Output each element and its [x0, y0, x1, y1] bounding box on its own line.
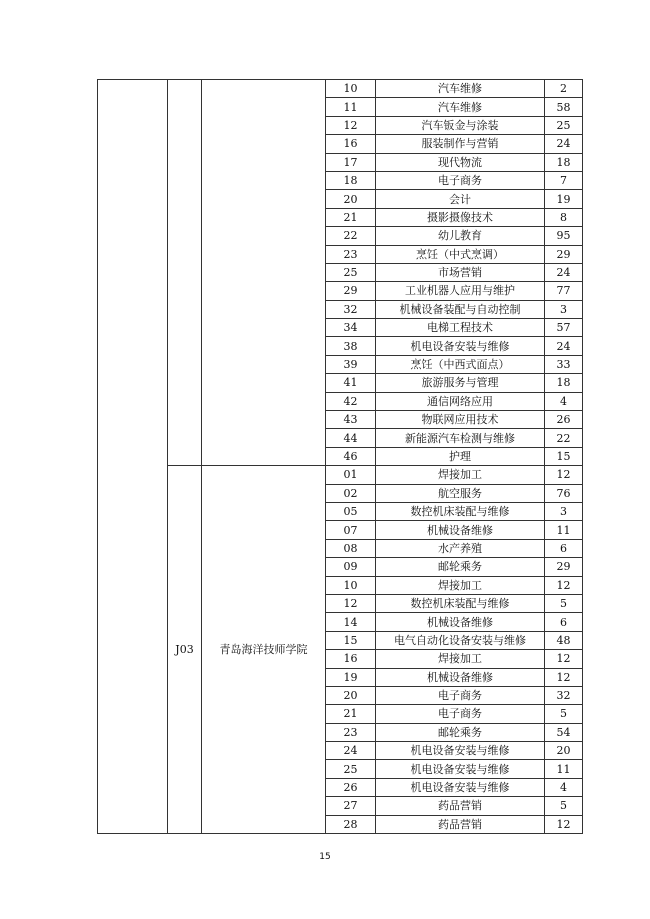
- program-code-cell: 42: [326, 392, 376, 410]
- program-code-cell: 26: [326, 778, 376, 796]
- major-name-cell: 汽车维修: [376, 98, 545, 116]
- major-name-cell: 幼儿教育: [376, 227, 545, 245]
- enrollment-count-cell: 48: [545, 631, 583, 649]
- table-row: [98, 80, 583, 98]
- major-name-cell: 会计: [376, 190, 545, 208]
- enrollment-count-cell: 32: [545, 686, 583, 704]
- program-code-cell: 23: [326, 723, 376, 741]
- group-cell: [98, 80, 168, 834]
- major-name-cell: 新能源汽车检测与维修: [376, 429, 545, 447]
- major-name-cell: 电子商务: [376, 686, 545, 704]
- enrollment-count-cell: 15: [545, 447, 583, 465]
- enrollment-count-cell: 29: [545, 245, 583, 263]
- enrollment-count-cell: 33: [545, 355, 583, 373]
- major-name-cell: 电梯工程技术: [376, 319, 545, 337]
- program-code-cell: 34: [326, 319, 376, 337]
- major-name-cell: 烹饪（中式烹调）: [376, 245, 545, 263]
- enrollment-count-cell: 12: [545, 668, 583, 686]
- major-name-cell: 水产养殖: [376, 539, 545, 557]
- program-code-cell: 05: [326, 502, 376, 520]
- enrollment-count-cell: 12: [545, 815, 583, 833]
- major-name-cell: 汽车维修: [376, 80, 545, 98]
- enrollment-count-cell: 24: [545, 263, 583, 281]
- program-code-cell: 10: [326, 576, 376, 594]
- program-code-cell: 18: [326, 171, 376, 189]
- program-code-cell: 10: [326, 80, 376, 98]
- major-name-cell: 汽车钣金与涂装: [376, 116, 545, 134]
- major-name-cell: 工业机器人应用与维护: [376, 282, 545, 300]
- enrollment-table: [97, 79, 583, 834]
- enrollment-count-cell: 4: [545, 778, 583, 796]
- major-name-cell: 邮轮乘务: [376, 723, 545, 741]
- enrollment-count-cell: 4: [545, 392, 583, 410]
- program-code-cell: 29: [326, 282, 376, 300]
- program-code-cell: 16: [326, 650, 376, 668]
- program-code-cell: 02: [326, 484, 376, 502]
- enrollment-count-cell: 11: [545, 521, 583, 539]
- program-code-cell: 07: [326, 521, 376, 539]
- enrollment-count-cell: 20: [545, 742, 583, 760]
- major-name-cell: 现代物流: [376, 153, 545, 171]
- enrollment-count-cell: 5: [545, 797, 583, 815]
- major-name-cell: 邮轮乘务: [376, 558, 545, 576]
- enrollment-count-cell: 26: [545, 411, 583, 429]
- enrollment-count-cell: 19: [545, 190, 583, 208]
- enrollment-count-cell: 18: [545, 153, 583, 171]
- major-name-cell: 物联网应用技术: [376, 411, 545, 429]
- major-name-cell: 焊接加工: [376, 650, 545, 668]
- enrollment-count-cell: 2: [545, 80, 583, 98]
- enrollment-count-cell: 76: [545, 484, 583, 502]
- program-code-cell: 25: [326, 760, 376, 778]
- program-code-cell: 19: [326, 668, 376, 686]
- major-name-cell: 机电设备安装与维修: [376, 742, 545, 760]
- enrollment-count-cell: 77: [545, 282, 583, 300]
- program-code-cell: 14: [326, 613, 376, 631]
- major-name-cell: 电子商务: [376, 171, 545, 189]
- enrollment-count-cell: 8: [545, 208, 583, 226]
- enrollment-count-cell: 7: [545, 171, 583, 189]
- program-code-cell: 39: [326, 355, 376, 373]
- major-name-cell: 航空服务: [376, 484, 545, 502]
- program-code-cell: 08: [326, 539, 376, 557]
- program-code-cell: 24: [326, 742, 376, 760]
- enrollment-count-cell: 29: [545, 558, 583, 576]
- school-code-cell: J03: [168, 466, 202, 834]
- major-name-cell: 旅游服务与管理: [376, 374, 545, 392]
- major-name-cell: 数控机床装配与维修: [376, 594, 545, 612]
- enrollment-count-cell: 6: [545, 539, 583, 557]
- major-name-cell: 药品营销: [376, 815, 545, 833]
- major-name-cell: 焊接加工: [376, 576, 545, 594]
- program-code-cell: 12: [326, 116, 376, 134]
- enrollment-count-cell: 12: [545, 576, 583, 594]
- enrollment-count-cell: 24: [545, 337, 583, 355]
- major-name-cell: 机械设备维修: [376, 668, 545, 686]
- program-code-cell: 17: [326, 153, 376, 171]
- major-name-cell: 通信网络应用: [376, 392, 545, 410]
- program-code-cell: 20: [326, 190, 376, 208]
- page-number: 15: [319, 852, 331, 862]
- enrollment-count-cell: 24: [545, 135, 583, 153]
- enrollment-count-cell: 22: [545, 429, 583, 447]
- program-code-cell: 15: [326, 631, 376, 649]
- enrollment-count-cell: 5: [545, 594, 583, 612]
- program-code-cell: 21: [326, 705, 376, 723]
- major-name-cell: 机械设备维修: [376, 613, 545, 631]
- program-code-cell: 41: [326, 374, 376, 392]
- program-code-cell: 20: [326, 686, 376, 704]
- enrollment-count-cell: 6: [545, 613, 583, 631]
- program-code-cell: 12: [326, 594, 376, 612]
- program-code-cell: 22: [326, 227, 376, 245]
- program-code-cell: 16: [326, 135, 376, 153]
- program-code-cell: 25: [326, 263, 376, 281]
- enrollment-count-cell: 5: [545, 705, 583, 723]
- school-name-cell: [202, 80, 326, 466]
- major-name-cell: 机械设备装配与自动控制: [376, 300, 545, 318]
- major-name-cell: 市场营销: [376, 263, 545, 281]
- program-code-cell: 27: [326, 797, 376, 815]
- program-code-cell: 23: [326, 245, 376, 263]
- major-name-cell: 电子商务: [376, 705, 545, 723]
- enrollment-count-cell: 58: [545, 98, 583, 116]
- enrollment-count-cell: 3: [545, 300, 583, 318]
- major-name-cell: 摄影摄像技术: [376, 208, 545, 226]
- program-code-cell: 21: [326, 208, 376, 226]
- major-name-cell: 机械设备维修: [376, 521, 545, 539]
- program-code-cell: 11: [326, 98, 376, 116]
- program-code-cell: 09: [326, 558, 376, 576]
- major-name-cell: 药品营销: [376, 797, 545, 815]
- program-code-cell: 43: [326, 411, 376, 429]
- major-name-cell: 护理: [376, 447, 545, 465]
- major-name-cell: 烹饪（中西式面点）: [376, 355, 545, 373]
- table-body: [98, 80, 583, 834]
- program-code-cell: 32: [326, 300, 376, 318]
- major-name-cell: 服装制作与营销: [376, 135, 545, 153]
- major-name-cell: 焊接加工: [376, 466, 545, 484]
- enrollment-count-cell: 95: [545, 227, 583, 245]
- major-name-cell: 机电设备安装与维修: [376, 760, 545, 778]
- table-row: [98, 466, 583, 484]
- program-code-cell: 44: [326, 429, 376, 447]
- program-code-cell: 46: [326, 447, 376, 465]
- enrollment-count-cell: 18: [545, 374, 583, 392]
- enrollment-count-cell: 12: [545, 466, 583, 484]
- major-name-cell: 机电设备安装与维修: [376, 778, 545, 796]
- enrollment-count-cell: 57: [545, 319, 583, 337]
- program-code-cell: 38: [326, 337, 376, 355]
- major-name-cell: 电气自动化设备安装与维修: [376, 631, 545, 649]
- enrollment-count-cell: 3: [545, 502, 583, 520]
- school-name-cell: 青岛海洋技师学院: [202, 466, 326, 834]
- enrollment-count-cell: 12: [545, 650, 583, 668]
- major-name-cell: 数控机床装配与维修: [376, 502, 545, 520]
- enrollment-count-cell: 54: [545, 723, 583, 741]
- program-code-cell: 28: [326, 815, 376, 833]
- program-code-cell: 01: [326, 466, 376, 484]
- school-code-cell: [168, 80, 202, 466]
- enrollment-count-cell: 25: [545, 116, 583, 134]
- enrollment-count-cell: 11: [545, 760, 583, 778]
- major-name-cell: 机电设备安装与维修: [376, 337, 545, 355]
